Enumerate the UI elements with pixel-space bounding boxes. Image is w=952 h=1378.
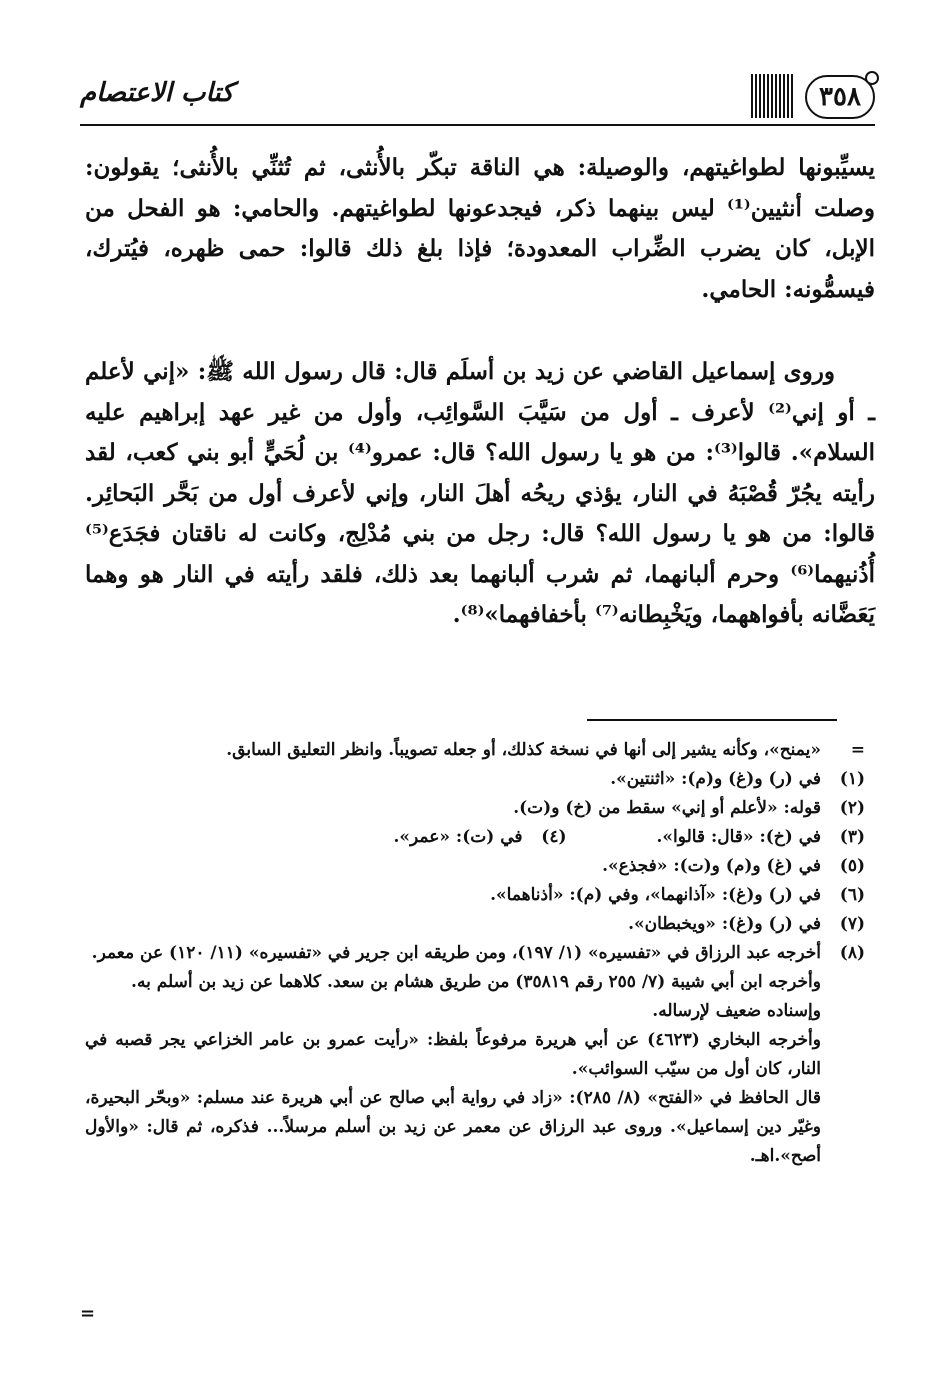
footnote-number: (٦): [839, 885, 865, 905]
footnote-number: (٥): [839, 856, 865, 876]
paragraph-text: يسيِّبونها لطواغيتهم، والوصيلة: هي الناقة تبكّر بالأُنثى، ثم تُثنِّي بالأُنثى؛ يقولون: وصلت أنثيين⁽¹⁾ ليس بينهما ذكر، فيجدعونها لطواغيتهم. والحامي: هو الفحل من الإبل، كان يضرب الضِّراب المعدودة؛ فإذا بلغ ذلك قالوا: حمى ظهره، فيُترك، فيسمُّونه: الحامي.: [85, 154, 875, 303]
footnote-8-para-5: قال الحافظ في «الفتح» (٨/ ٢٨٥): «زاد في رواية أبي صالح عن أبي هريرة عند مسلم: «وبحّر البحيرة، وغيّر دين إسماعيل». وروى عبد الرزاق عن معمر عن زيد بن أسلم مرسلاً... فذكره، ثم قال: «والأول أصح».اهـ.: [85, 1088, 821, 1166]
footnote-number: (٤): [541, 827, 567, 847]
footnote-number: =: [850, 740, 865, 760]
footnote-number: (٨): [839, 943, 865, 963]
footnote-number: (١): [839, 769, 865, 789]
footnote-text: في (ر) و(غ) و(م): «اثنتين».: [610, 769, 821, 789]
footnote-text: أخرجه عبد الرزاق في «تفسيره» (١/ ١٩٧)، ومن طريقه ابن جرير في «تفسيره» (١١/ ١٢٠) عن معمر.: [91, 943, 821, 963]
paragraph-text: وروى إسماعيل القاضي عن زيد بن أسلَم قال: قال رسول الله ﷺ: «إني لأعلم ـ أو إني⁽²⁾ لأعرف ـ أول من سَيَّبَ السَّوائِب، وأول من غير عهد إبراهيم عليه السلام». قالوا⁽³⁾: من هو يا رسول الله؟ قال: عمرو⁽⁴⁾ بن لُحَيٍّ أبو بني كعب، لقد رأيته يجُرّ قُصْبَهُ في النار، يؤذي ريحُه أهلَ النار، وإني لأعرف أول من بَحَّر البَحائِر. قالوا: من هو يا رسول الله؟ قال: رجل من بني مُدْلِج، وكانت له ناقتان فجَدَع⁽⁵⁾ أُذُنيهما⁽⁶⁾ وحرم ألبانهما، ثم شرب ألبانهما بعد ذلك، فلقد رأيته في النار هو وهما يَعَضَّانه بأفواههما، ويَخْبِطانه⁽⁷⁾ بأخفافهما»⁽⁸⁾.: [85, 358, 875, 628]
footnote-text: قوله: «لأعلم أو إني» سقط من (خ) و(ت).: [513, 798, 821, 818]
main-paragraph-2: [85, 352, 875, 636]
footnote-number: (٣): [839, 827, 865, 847]
header-ornament-icon: [751, 74, 795, 118]
footnote-continuation: [85, 736, 865, 765]
footnote-8-para-4: وأخرجه البخاري (٤٦٢٣) عن أبي هريرة مرفوعاً بلفظ: «رأيت عمرو بن عامر الخزاعي يجر قصبه في النار، كان أول من سيّب السوائب».: [85, 1030, 821, 1079]
footnote-8-para-3: وإسناده ضعيف لإرساله.: [652, 1001, 821, 1021]
footnote-text: في (ت): «عمر».: [393, 827, 523, 847]
footnote-text: «يمنح»، وكأنه يشير إلى أنها في نسخة كذلك، أو جعله تصويباً. وانظر التعليق السابق.: [226, 740, 821, 760]
footnote-6: [85, 881, 865, 910]
footnote-text: في (غ) و(م) و(ت): «فجذع».: [602, 856, 821, 876]
footnote-number: (٢): [839, 798, 865, 818]
footnote-text: في (خ): «قال: قالوا».: [656, 827, 821, 847]
footnote-2: [85, 794, 865, 823]
footnote-8: [85, 939, 865, 968]
footnote-number: (٧): [839, 914, 865, 934]
footnote-3-4: [85, 823, 865, 852]
page-header: [80, 70, 875, 130]
footnote-text: في (ر) و(غ): «ويخبطان».: [628, 914, 821, 934]
book-title: كتاب الاعتصام: [80, 78, 234, 108]
header-rule: [80, 124, 875, 126]
footnote-1: [85, 765, 865, 794]
footnote-spacer: [567, 823, 657, 852]
footnote-separator: [587, 719, 837, 721]
continuation-mark: =: [80, 1303, 96, 1324]
footnote-7: [85, 910, 865, 939]
main-paragraph-1: [85, 148, 875, 310]
footnote-8-para-2: وأخرجه ابن أبي شيبة (٧/ ٢٥٥ رقم ٣٥٨١٩) من طريق هشام بن سعد. كلاهما عن زيد بن أسلم به.: [131, 972, 821, 992]
footnote-text: في (ر) و(غ): «آذانهما»، وفي (م): «أذناهما».: [490, 885, 821, 905]
page-number: ٣٥٨: [805, 75, 875, 119]
footnotes: [85, 736, 865, 1171]
footnote-5: [85, 852, 865, 881]
